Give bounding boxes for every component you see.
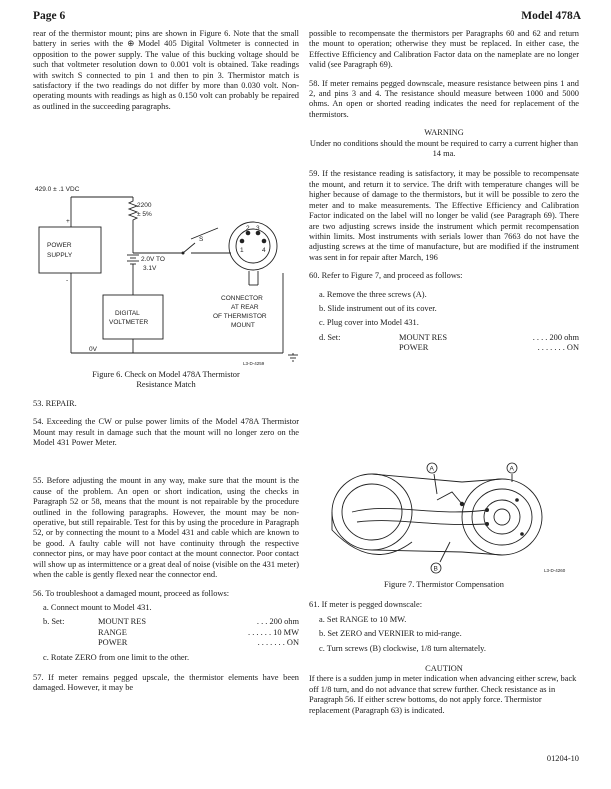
- battery-label-2: 3.1V: [143, 265, 157, 272]
- figure-7-illustration: [312, 462, 580, 580]
- paragraph-54: 54. Exceeding the CW or pulse power limits of the Model 478A Thermistor Mount may result in damage such that the mount will no longer zero on the Model 431 Power Meter.: [33, 417, 299, 448]
- step-56a: a. Connect mount to Model 431.: [43, 602, 152, 612]
- resistor-value: 2200: [137, 202, 152, 209]
- paragraph-59: 59. If the resistance reading is satisfactory, it may be possible to recompensate the mount, and return it to service. The drift with temperature changes will be higher because of damage to the thermistors, but it will be possible to zero the meter and to make measurements. The Effective Efficiency and Calibration Factor indicated on the label will no longer be valid (see Paragraph 69). There are two adjusting screws inside the instrument which permit recompensation within limits. Most instruments with serials lower than 7663 do not have the adjusting screws at the time of manufacture, but are modified if the instrument was sent in for repair after March, 196: [309, 169, 579, 262]
- resistor-tolerance: ± 5%: [137, 211, 152, 218]
- connector-label-1: CONNECTOR: [221, 295, 263, 302]
- zero-volt-label: 0V: [89, 346, 97, 353]
- page-number: Page 6: [33, 10, 66, 22]
- pin-4-label: 4: [262, 247, 266, 254]
- paragraph-55: 55. Before adjusting the mount in any way, make sure that the mount is the cause of the problem. An open or short indication, using the checks in Paragraph 52 or 58, means that the mount is not repairable by the procedure outlined in the following paragraphs. However, the mount may be non-operative, but still repairable. Test for this by using the procedure in Paragraph 52, or by connecting the mount to a Model 431 and cable which are known to be good. A faulty cable will not have continuity through the respective connector pins, or may have poor contact at the mount connector. Poor contact will show up as intermittence or a great deal of noise (visible on the 431 meter) when the cable is gently flexed near the connector end.: [33, 476, 299, 580]
- left-column-lower: [33, 370, 299, 702]
- setting-row: [43, 617, 299, 627]
- plus-label: +: [66, 218, 70, 225]
- setting-name: POWER: [98, 638, 128, 648]
- battery-label-1: 2.0V TO: [141, 256, 165, 263]
- power-supply-label-1: POWER: [47, 242, 72, 249]
- setting-name: MOUNT RES: [399, 332, 448, 342]
- figure-6-caption-2: Resistance Match: [136, 380, 196, 390]
- setting-value: . . . . . . . ON: [537, 343, 579, 353]
- caution-title: CAUTION: [425, 664, 463, 674]
- step-56b-label: b. Set:: [43, 617, 65, 627]
- step-56b: [33, 617, 299, 648]
- step-56c: c. Rotate ZERO from one limit to the other.: [43, 652, 190, 662]
- switch-label: S: [199, 236, 204, 243]
- model-title: Model 478A: [521, 10, 581, 22]
- setting-name: RANGE: [98, 627, 127, 637]
- paragraph-53: 53. REPAIR.: [33, 398, 77, 408]
- paragraph-52-cont: rear of the thermistor mount; pins are shown in Figure 6. Note that the small battery in series with the ⊕ Model 405 Digital Voltmeter is connected in opposition to the power supply. The value of this bucking voltage should be such that voltmeter resolution down to 0.001 volt is obtained. Take readings with switch S connected to pin 1 and then to pin 3. Thermistor match is satisfactory if the two readings do not differ by more than 0.030 volt. Non-operating mounts with readings as high as 0.150 volt can probably be repaired as outlined in the succeeding paragraphs.: [33, 29, 299, 111]
- callout-a-right: A: [509, 465, 514, 473]
- figure-6-caption-1: Figure 6. Check on Model 478A Thermistor: [92, 370, 240, 379]
- minus-label: -: [66, 277, 69, 284]
- connector-label-4: MOUNT: [231, 322, 255, 329]
- left-column: [33, 29, 299, 120]
- dvm-label-2: VOLTMETER: [109, 319, 149, 326]
- figure-6-code: L3-D-4259: [243, 361, 265, 366]
- figure-7-caption: Figure 7. Thermistor Compensation: [384, 580, 504, 589]
- paragraph-58: 58. If meter remains pegged downscale, measure resistance between pins 1 and 2, and pins 3 and 4. The resistance should measure between 1000 and 5000 ohms. An open or shorted reading indicates the need for replacement of the thermistors.: [309, 78, 579, 119]
- vdc-label: 429.0 ± .1 VDC: [35, 186, 80, 193]
- pin-1-label: 1: [240, 247, 244, 254]
- step-60a: a. Remove the three screws (A).: [319, 289, 427, 299]
- pin-3-label: 3: [256, 225, 260, 232]
- pin-2-label: 2: [246, 225, 250, 232]
- step-60c: c. Plug cover into Model 431.: [319, 318, 419, 328]
- figure-6-schematic: [33, 183, 301, 373]
- document-code: 01204-10: [546, 754, 579, 763]
- step-61a: a. Set RANGE to 10 MW.: [319, 614, 407, 624]
- step-60b: b. Slide instrument out of its cover.: [319, 303, 437, 313]
- setting-row: [43, 638, 299, 648]
- dvm-label-1: DIGITAL: [115, 310, 140, 317]
- step-60d: [309, 333, 579, 354]
- step-61b: b. Set ZERO and VERNIER to mid-range.: [319, 629, 462, 639]
- connector-label-2: AT REAR: [231, 304, 259, 311]
- setting-value: . . . . . . 10 MW: [248, 627, 299, 637]
- power-supply-label-2: SUPPLY: [47, 252, 73, 259]
- paragraph-61: 61. If meter is pegged downscale:: [309, 600, 423, 610]
- warning-title: WARNING: [424, 128, 464, 138]
- paragraph-57-cont: possible to recompensate the thermistors per Paragraphs 60 and 62 and return the mount to operation; otherwise they must be replaced. In either case, the Effective Efficiency and Calibration Factor data on the nameplate are no longer valid (see Paragraph 69).: [309, 29, 579, 70]
- connector-label-3: OF THERMISTOR: [213, 313, 267, 320]
- setting-row: [319, 343, 579, 353]
- right-column-lower: [309, 580, 579, 724]
- callout-b: B: [433, 565, 438, 573]
- setting-row: [319, 333, 579, 343]
- paragraph-56: 56. To troubleshoot a damaged mount, proceed as follows:: [33, 588, 230, 598]
- figure-7-code: L3-D-4260: [544, 568, 566, 573]
- step-61c: c. Turn screws (B) clockwise, 1/8 turn alternately.: [319, 643, 486, 653]
- setting-name: POWER: [399, 343, 429, 353]
- setting-row: [43, 628, 299, 638]
- setting-value: . . . . . . . ON: [257, 638, 299, 648]
- setting-name: MOUNT RES: [98, 617, 147, 627]
- caution-text: If there is a sudden jump in meter indication when advancing either screw, back off 1/8 turn, and do not advance that screw further. Check resistance as in Paragraph 56. If either screw bottoms, do not apply force. Thermistor replacement (Paragraph 63) is indicated.: [309, 674, 577, 715]
- paragraph-57: 57. If meter remains pegged upscale, the thermistor elements have been damaged. However, it may be: [33, 672, 299, 693]
- step-60d-label: d. Set:: [319, 332, 341, 342]
- callout-a-top: A: [429, 465, 434, 473]
- setting-value: . . . . 200 ohm: [532, 332, 579, 342]
- paragraph-60: 60. Refer to Figure 7, and proceed as follows:: [309, 271, 463, 281]
- warning-text: Under no conditions should the mount be required to carry a current higher than 14 ma.: [309, 138, 579, 159]
- setting-value: . . . 200 ohm: [256, 617, 299, 627]
- right-column: [309, 29, 579, 354]
